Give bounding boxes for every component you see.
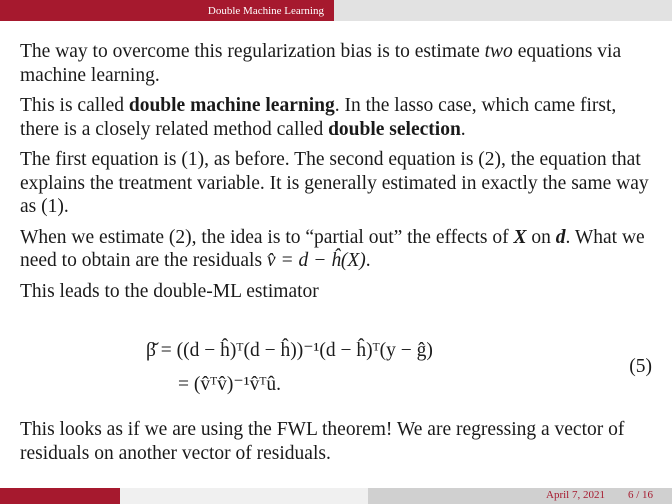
slide-body-2 bbox=[20, 418, 650, 472]
paragraph-6: This looks as if we are using the FWL theorem! We are regressing a vector of residuals on another vector of residuals. bbox=[20, 419, 625, 464]
page-number: 6 / 16 bbox=[628, 489, 654, 501]
paragraph-5: This leads to the double-ML estimator bbox=[20, 280, 319, 302]
header-bar bbox=[0, 0, 672, 21]
text: . What we need to obtain are the residuals bbox=[20, 226, 645, 271]
footer-accent bbox=[0, 488, 120, 504]
text: . In the lasso case, which came first, there is a closely related method called bbox=[20, 95, 617, 140]
bold-term: double selection bbox=[328, 118, 461, 140]
text: When we estimate (2), the idea is to “partial out” the effects of bbox=[20, 226, 514, 248]
text: The way to overcome this regularization bias is to estimate bbox=[20, 41, 485, 62]
math-var: d bbox=[555, 226, 566, 248]
emphasis-text: two bbox=[484, 41, 513, 62]
text: . bbox=[460, 118, 466, 140]
footer-middle bbox=[120, 488, 368, 504]
footer-date: April 7, 2021 bbox=[546, 489, 605, 501]
footer-bar bbox=[0, 488, 672, 504]
text: equations via machine learning. bbox=[20, 41, 622, 86]
math-var: X bbox=[513, 226, 527, 248]
math-inline: v̂ = d − ĥ(X) bbox=[266, 250, 366, 271]
paragraph-2 bbox=[20, 94, 650, 141]
paragraph-3: The first equation is (1), as before. The second equation is (2), the equation that explains the treatment variable. It is generally estimated in exactly the same way as (1). bbox=[20, 149, 649, 217]
equation-block bbox=[0, 338, 672, 400]
paragraph-1 bbox=[20, 40, 650, 87]
paragraph-4 bbox=[20, 226, 650, 273]
text: This is called bbox=[20, 95, 129, 116]
bold-term: double machine learning bbox=[128, 95, 335, 116]
footer-right bbox=[368, 488, 672, 504]
slide-body bbox=[20, 40, 650, 310]
equation-line-2: = (v̂ᵀv̂)⁻¹v̂ᵀû. bbox=[178, 374, 282, 395]
equation-number: (5) bbox=[629, 356, 652, 377]
text: . bbox=[365, 250, 371, 271]
text: on bbox=[526, 226, 556, 248]
equation-line-1: β̆ = ((d − ĥ)ᵀ(d − ĥ))⁻¹(d − ĥ)ᵀ(y − ĝ) bbox=[146, 340, 433, 361]
section-title: Double Machine Learning bbox=[0, 0, 334, 21]
